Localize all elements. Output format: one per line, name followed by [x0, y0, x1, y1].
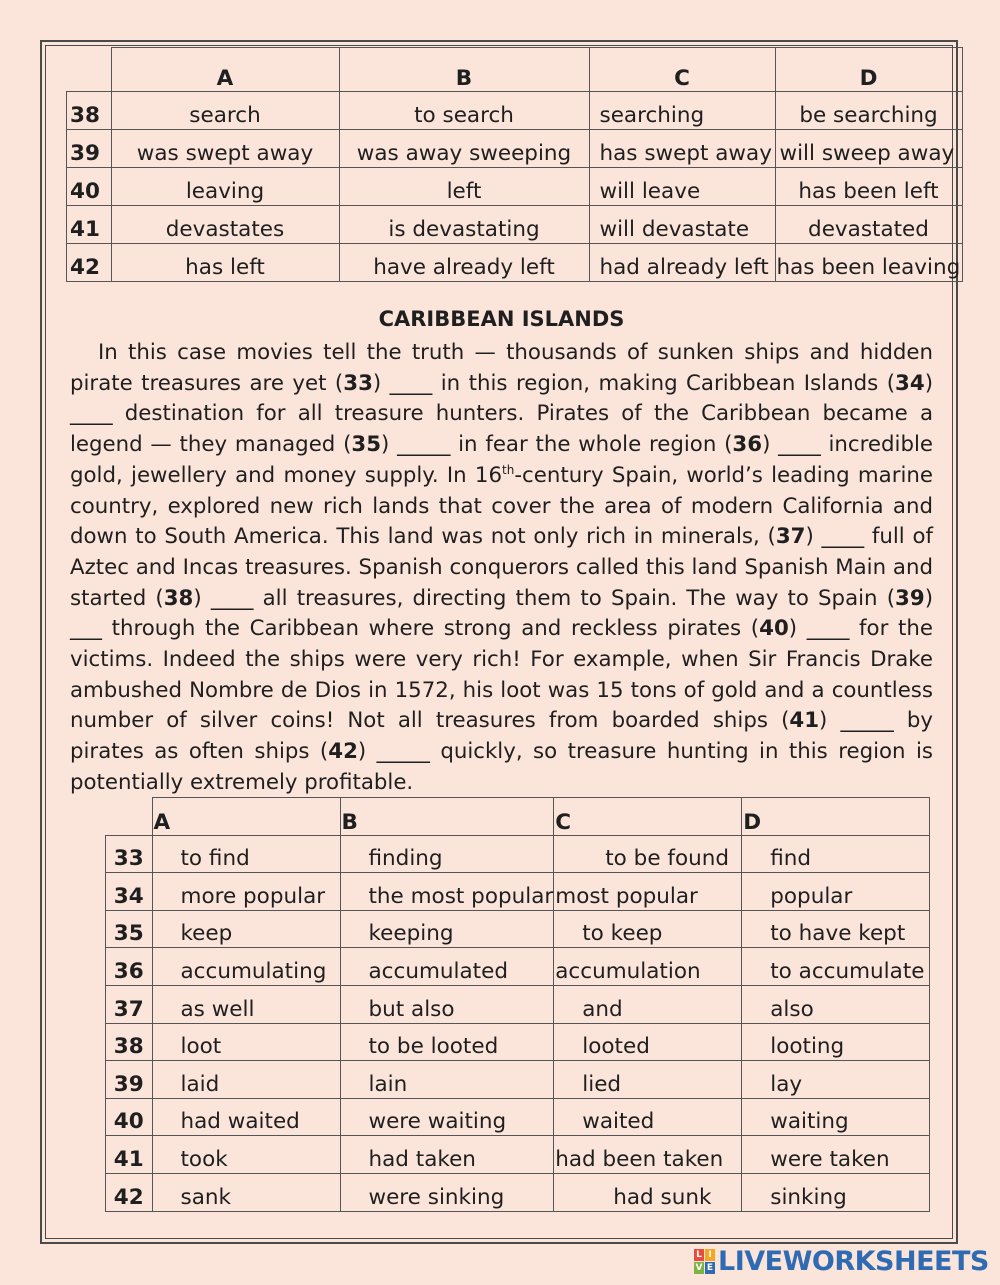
option-d[interactable]: popular: [742, 873, 930, 911]
gap-number: 34: [895, 370, 925, 396]
table-row: [67, 168, 963, 206]
question-number: 39: [106, 1061, 153, 1099]
option-c[interactable]: had already left: [589, 244, 775, 282]
option-d[interactable]: find: [742, 835, 930, 873]
option-d[interactable]: looting: [742, 1023, 930, 1061]
option-b[interactable]: the most popular: [340, 873, 554, 911]
option-a[interactable]: was swept away: [111, 130, 339, 168]
bottom-options-table: [105, 797, 930, 1212]
option-b[interactable]: was away sweeping: [339, 130, 589, 168]
option-c[interactable]: and: [554, 985, 742, 1023]
gap-number: 37: [775, 524, 806, 550]
option-d[interactable]: has been leaving: [775, 244, 962, 282]
option-b[interactable]: were sinking: [340, 1173, 554, 1211]
question-number: 40: [106, 1098, 153, 1136]
table-row: [106, 1098, 930, 1136]
option-b[interactable]: but also: [340, 985, 554, 1023]
header-a: A: [152, 798, 340, 836]
gap-number: 41: [789, 708, 820, 734]
logo-text: LIVEWORKSHEETS: [718, 1245, 989, 1277]
header-d: D: [742, 798, 930, 836]
option-a[interactable]: loot: [152, 1023, 340, 1061]
option-b[interactable]: finding: [340, 835, 554, 873]
gap-number: 36: [732, 432, 763, 458]
gap-number: 40: [759, 616, 789, 642]
option-b[interactable]: accumulated: [340, 948, 554, 986]
option-d[interactable]: waiting: [742, 1098, 930, 1136]
question-number: 38: [106, 1023, 153, 1061]
option-d[interactable]: be searching: [775, 92, 962, 130]
logo-mark-icon: [694, 1249, 715, 1274]
question-number: 39: [67, 130, 112, 168]
option-d[interactable]: devastated: [775, 206, 962, 244]
table-row: [67, 92, 963, 130]
option-b[interactable]: have already left: [339, 244, 589, 282]
option-a[interactable]: leaving: [111, 168, 339, 206]
option-c[interactable]: accumulation: [554, 948, 742, 986]
option-a[interactable]: keep: [152, 910, 340, 948]
header-corner: [106, 798, 153, 836]
option-c[interactable]: looted: [554, 1023, 742, 1061]
option-d[interactable]: to have kept: [742, 910, 930, 948]
option-d[interactable]: has been left: [775, 168, 962, 206]
option-b[interactable]: is devastating: [339, 206, 589, 244]
option-c[interactable]: searching: [589, 92, 775, 130]
gap-number: 38: [163, 585, 194, 611]
option-a[interactable]: accumulating: [152, 948, 340, 986]
option-c[interactable]: had sunk: [554, 1173, 742, 1211]
question-number: 42: [67, 244, 112, 282]
option-c[interactable]: lied: [554, 1061, 742, 1099]
option-c[interactable]: will devastate: [589, 206, 775, 244]
header-c: C: [589, 48, 775, 92]
option-c[interactable]: will leave: [589, 168, 775, 206]
gap-number: 42: [328, 739, 358, 765]
ordinal-suffix: th: [502, 462, 515, 477]
option-d[interactable]: sinking: [742, 1173, 930, 1211]
table-header-row: [67, 48, 963, 92]
logo-mark-letter: I: [705, 1249, 715, 1261]
header-a: A: [111, 48, 339, 92]
option-c[interactable]: to keep: [554, 910, 742, 948]
logo-mark-letter: V: [695, 1262, 703, 1273]
option-c[interactable]: had been taken: [554, 1136, 742, 1174]
table-row: [106, 910, 930, 948]
passage-text: In this case movies tell the truth — thousands of sunken ships and hidden pirate treasures are yet (33) ____ in this region, making Caribbean Islands (34) ____ destination for all treasure hunters. Pirates of the Caribbean became a legend — they managed (35) _____ in fear the whole region (36) ____ incredible gold, jewellery and money supply. In 16th-century Spain, world’s leading marine country, explored new rich lands that cover the area of modern California and down to South America. This land was not only rich in minerals, (37) ____ full of Aztec and Incas treasures. Spanish conquerors called this land Spanish Main and started (38) ____ all treasures, directing them to Spain. The way to Spain (39) ___ through the Caribbean where strong and reckless pirates (40) ____ for the victims. Indeed the ships were very rich! For example, when Sir Francis Drake ambushed Nombre de Dios in 1572, his loot was 15 tons of gold and a countless number of silver coins! Not all treasures from boarded ships (41) _____ by pirates as often ships (42) _____ quickly, so treasure hunting in this region is potentially extremely profitable.: [70, 340, 933, 795]
table-row: [106, 873, 930, 911]
question-number: 40: [67, 168, 112, 206]
table-row: [106, 1173, 930, 1211]
option-b[interactable]: to be looted: [340, 1023, 554, 1061]
header-d: D: [775, 48, 962, 92]
option-b[interactable]: to search: [339, 92, 589, 130]
option-b[interactable]: lain: [340, 1061, 554, 1099]
option-d[interactable]: lay: [742, 1061, 930, 1099]
option-d[interactable]: to accumulate: [742, 948, 930, 986]
gap-number: 33: [343, 370, 373, 396]
option-a[interactable]: sank: [152, 1173, 340, 1211]
question-number: 41: [67, 206, 112, 244]
table-row: [106, 835, 930, 873]
question-number: 37: [106, 985, 153, 1023]
option-c[interactable]: waited: [554, 1098, 742, 1136]
table-header-row: [106, 798, 930, 836]
table-row: [67, 130, 963, 168]
table-row: [106, 1136, 930, 1174]
option-a[interactable]: had waited: [152, 1098, 340, 1136]
option-a[interactable]: has left: [111, 244, 339, 282]
logo-mark-letter: E: [706, 1262, 714, 1273]
option-c[interactable]: has swept away: [589, 130, 775, 168]
option-a[interactable]: search: [111, 92, 339, 130]
option-d[interactable]: also: [742, 985, 930, 1023]
option-b[interactable]: had taken: [340, 1136, 554, 1174]
question-number: 33: [106, 835, 153, 873]
question-number: 36: [106, 948, 153, 986]
option-c[interactable]: to be found: [554, 835, 742, 873]
option-b[interactable]: keeping: [340, 910, 554, 948]
liveworksheets-logo: [694, 1247, 989, 1275]
logo-mark-letter: L: [694, 1249, 704, 1261]
option-b[interactable]: were waiting: [340, 1098, 554, 1136]
table-row: [67, 244, 963, 282]
option-a[interactable]: as well: [152, 985, 340, 1023]
option-d[interactable]: will sweep away: [775, 130, 962, 168]
header-corner: [67, 48, 112, 92]
table-row: [106, 948, 930, 986]
header-b: B: [340, 798, 554, 836]
table-row: [106, 1061, 930, 1099]
passage-title: CARIBBEAN ISLANDS: [378, 307, 625, 331]
option-b[interactable]: left: [339, 168, 589, 206]
option-a[interactable]: devastates: [111, 206, 339, 244]
top-options-table: [66, 47, 963, 282]
table-row: [106, 985, 930, 1023]
table-row: [106, 1023, 930, 1061]
table-row: [67, 206, 963, 244]
gap-number: 35: [351, 432, 382, 458]
header-b: B: [339, 48, 589, 92]
question-number: 34: [106, 873, 153, 911]
option-d[interactable]: were taken: [742, 1136, 930, 1174]
option-a[interactable]: laid: [152, 1061, 340, 1099]
gap-number: 39: [895, 585, 925, 611]
header-c: C: [554, 798, 742, 836]
option-a[interactable]: more popular: [152, 873, 340, 911]
option-c[interactable]: most popular: [554, 873, 742, 911]
option-a[interactable]: took: [152, 1136, 340, 1174]
question-number: 38: [67, 92, 112, 130]
question-number: 35: [106, 910, 153, 948]
question-number: 41: [106, 1136, 153, 1174]
option-a[interactable]: to find: [152, 835, 340, 873]
question-number: 42: [106, 1173, 153, 1211]
